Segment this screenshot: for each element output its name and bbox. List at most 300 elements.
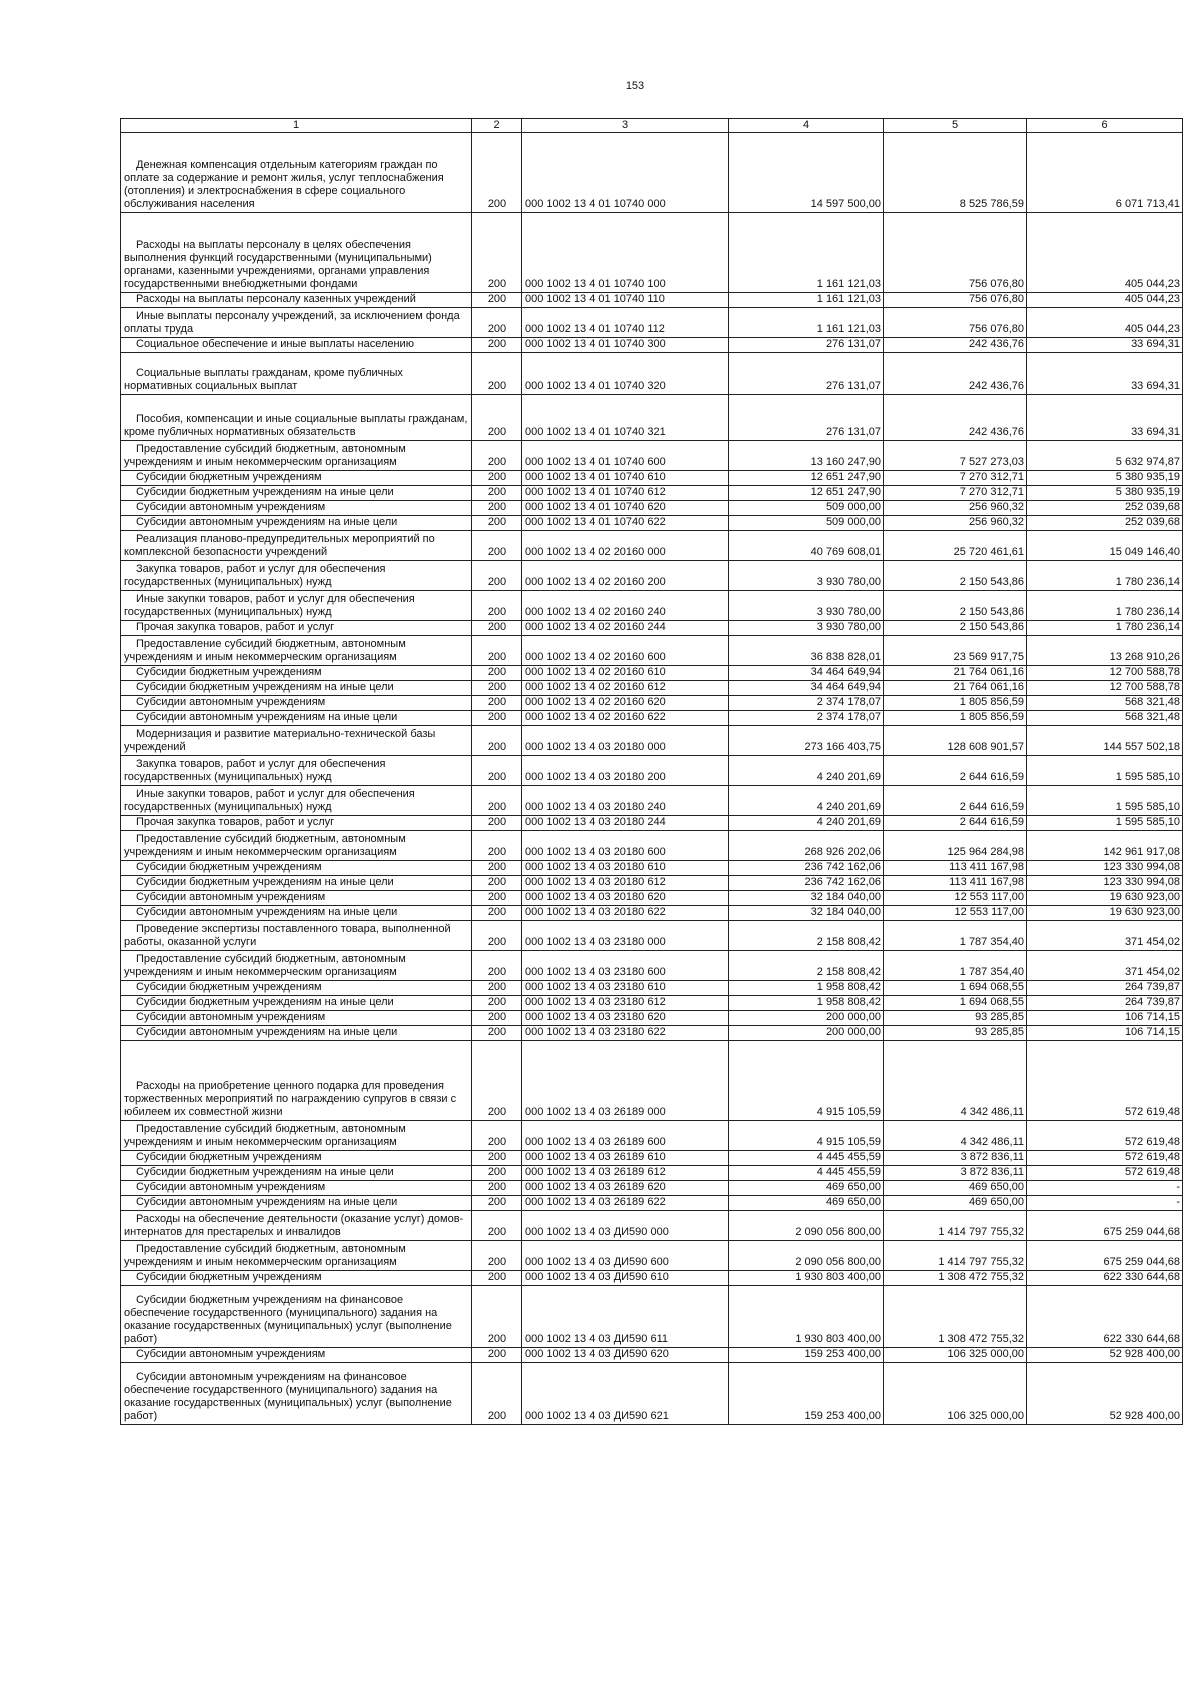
table-row <box>121 1166 1183 1181</box>
row-approved-amount-cell: 32 184 040,00 <box>729 906 884 921</box>
row-approved-amount-cell: 14 597 500,00 <box>729 133 884 213</box>
row-approved-amount-cell: 2 374 178,07 <box>729 696 884 711</box>
row-approved-amount-cell: 34 464 649,94 <box>729 681 884 696</box>
table-row <box>121 756 1183 786</box>
row-admin-code-cell: 200 <box>472 696 522 711</box>
table-row <box>121 1026 1183 1041</box>
row-executed-amount-cell: 106 325 000,00 <box>884 1348 1027 1363</box>
row-admin-code-cell: 200 <box>472 308 522 338</box>
row-classification-code-cell: 000 1002 13 4 02 20160 600 <box>522 636 729 666</box>
row-admin-code-cell: 200 <box>472 471 522 486</box>
table-row <box>121 636 1183 666</box>
row-unexecuted-amount-cell: 106 714,15 <box>1027 1026 1183 1041</box>
row-executed-amount-cell: 1 694 068,55 <box>884 981 1027 996</box>
row-classification-code-cell: 000 1002 13 4 01 10740 000 <box>522 133 729 213</box>
row-admin-code-cell: 200 <box>472 891 522 906</box>
row-unexecuted-amount-cell: 1 595 585,10 <box>1027 786 1183 816</box>
row-name-cell: Предоставление субсидий бюджетным, автономным учреждениям и иным некоммерческим организациям <box>121 636 472 666</box>
row-admin-code-cell: 200 <box>472 338 522 353</box>
row-name-cell: Субсидии автономным учреждениям <box>121 1348 472 1363</box>
row-unexecuted-amount-cell: 371 454,02 <box>1027 951 1183 981</box>
row-admin-code-cell: 200 <box>472 996 522 1011</box>
table-row <box>121 213 1183 293</box>
row-name-cell: Субсидии автономным учреждениям <box>121 1181 472 1196</box>
row-admin-code-cell: 200 <box>472 486 522 501</box>
row-classification-code-cell: 000 1002 13 4 03 20180 600 <box>522 831 729 861</box>
table-body <box>121 133 1183 1425</box>
row-approved-amount-cell: 200 000,00 <box>729 1026 884 1041</box>
row-admin-code-cell: 200 <box>472 1271 522 1286</box>
row-name-cell: Субсидии бюджетным учреждениям на финансовое обеспечение государственного (муниципального) задания на оказание государственных (муниципальных) услуг (выполнение работ) <box>121 1286 472 1348</box>
row-approved-amount-cell: 4 445 455,59 <box>729 1166 884 1181</box>
row-approved-amount-cell: 12 651 247,90 <box>729 471 884 486</box>
table-row <box>121 666 1183 681</box>
row-approved-amount-cell: 469 650,00 <box>729 1181 884 1196</box>
row-classification-code-cell: 000 1002 13 4 03 20180 200 <box>522 756 729 786</box>
row-unexecuted-amount-cell: 33 694,31 <box>1027 353 1183 395</box>
row-admin-code-cell: 200 <box>472 395 522 441</box>
table-row <box>121 561 1183 591</box>
row-unexecuted-amount-cell: 52 928 400,00 <box>1027 1348 1183 1363</box>
row-admin-code-cell: 200 <box>472 531 522 561</box>
row-name-cell: Расходы на выплаты персоналу казенных учреждений <box>121 293 472 308</box>
table-row <box>121 516 1183 531</box>
row-approved-amount-cell: 236 742 162,06 <box>729 876 884 891</box>
row-classification-code-cell: 000 1002 13 4 03 26189 620 <box>522 1181 729 1196</box>
row-executed-amount-cell: 756 076,80 <box>884 293 1027 308</box>
row-name-cell: Субсидии автономным учреждениям <box>121 501 472 516</box>
row-unexecuted-amount-cell: 675 259 044,68 <box>1027 1211 1183 1241</box>
row-unexecuted-amount-cell: 405 044,23 <box>1027 213 1183 293</box>
table-row <box>121 621 1183 636</box>
row-name-cell: Закупка товаров, работ и услуг для обеспечения государственных (муниципальных) нужд <box>121 561 472 591</box>
row-approved-amount-cell: 34 464 649,94 <box>729 666 884 681</box>
row-classification-code-cell: 000 1002 13 4 03 26189 612 <box>522 1166 729 1181</box>
table-row <box>121 1041 1183 1121</box>
column-header-classification-code: 3 <box>522 119 729 133</box>
row-admin-code-cell: 200 <box>472 921 522 951</box>
table-row <box>121 1348 1183 1363</box>
row-classification-code-cell: 000 1002 13 4 01 10740 610 <box>522 471 729 486</box>
row-unexecuted-amount-cell: 12 700 588,78 <box>1027 666 1183 681</box>
row-admin-code-cell: 200 <box>472 353 522 395</box>
row-executed-amount-cell: 1 787 354,40 <box>884 951 1027 981</box>
row-classification-code-cell: 000 1002 13 4 01 10740 320 <box>522 353 729 395</box>
table-row <box>121 293 1183 308</box>
row-unexecuted-amount-cell: 622 330 644,68 <box>1027 1286 1183 1348</box>
row-approved-amount-cell: 3 930 780,00 <box>729 591 884 621</box>
row-executed-amount-cell: 242 436,76 <box>884 338 1027 353</box>
row-name-cell: Расходы на приобретение ценного подарка для проведения торжественных мероприятий по награждению супругов в связи с юбилеем их совместной жизни <box>121 1041 472 1121</box>
row-admin-code-cell: 200 <box>472 876 522 891</box>
table-row <box>121 696 1183 711</box>
row-executed-amount-cell: 242 436,76 <box>884 395 1027 441</box>
row-unexecuted-amount-cell: 19 630 923,00 <box>1027 906 1183 921</box>
row-admin-code-cell: 200 <box>472 861 522 876</box>
row-approved-amount-cell: 276 131,07 <box>729 338 884 353</box>
row-unexecuted-amount-cell: - <box>1027 1181 1183 1196</box>
row-unexecuted-amount-cell: 52 928 400,00 <box>1027 1363 1183 1425</box>
row-classification-code-cell: 000 1002 13 4 03 23180 612 <box>522 996 729 1011</box>
table-row <box>121 1151 1183 1166</box>
row-classification-code-cell: 000 1002 13 4 02 20160 240 <box>522 591 729 621</box>
row-name-cell: Субсидии бюджетным учреждениям <box>121 1151 472 1166</box>
row-admin-code-cell: 200 <box>472 816 522 831</box>
row-name-cell: Пособия, компенсации и иные социальные выплаты гражданам, кроме публичных нормативных обязательств <box>121 395 472 441</box>
row-executed-amount-cell: 1 805 856,59 <box>884 696 1027 711</box>
row-approved-amount-cell: 12 651 247,90 <box>729 486 884 501</box>
row-name-cell: Субсидии автономным учреждениям <box>121 1011 472 1026</box>
row-admin-code-cell: 200 <box>472 1026 522 1041</box>
row-unexecuted-amount-cell: 19 630 923,00 <box>1027 891 1183 906</box>
row-classification-code-cell: 000 1002 13 4 03 23180 610 <box>522 981 729 996</box>
row-executed-amount-cell: 3 872 836,11 <box>884 1151 1027 1166</box>
row-approved-amount-cell: 1 930 803 400,00 <box>729 1271 884 1286</box>
row-name-cell: Субсидии бюджетным учреждениям на иные цели <box>121 1166 472 1181</box>
row-executed-amount-cell: 2 150 543,86 <box>884 591 1027 621</box>
row-approved-amount-cell: 236 742 162,06 <box>729 861 884 876</box>
row-approved-amount-cell: 1 161 121,03 <box>729 213 884 293</box>
row-name-cell: Субсидии бюджетным учреждениям на иные цели <box>121 996 472 1011</box>
table-row <box>121 786 1183 816</box>
row-name-cell: Субсидии бюджетным учреждениям <box>121 861 472 876</box>
row-admin-code-cell: 200 <box>472 1363 522 1425</box>
row-approved-amount-cell: 4 445 455,59 <box>729 1151 884 1166</box>
table-row <box>121 906 1183 921</box>
row-classification-code-cell: 000 1002 13 4 03 23180 000 <box>522 921 729 951</box>
row-executed-amount-cell: 8 525 786,59 <box>884 133 1027 213</box>
row-classification-code-cell: 000 1002 13 4 03 26189 600 <box>522 1121 729 1151</box>
row-executed-amount-cell: 1 308 472 755,32 <box>884 1286 1027 1348</box>
row-approved-amount-cell: 2 090 056 800,00 <box>729 1241 884 1271</box>
row-name-cell: Предоставление субсидий бюджетным, автономным учреждениям и иным некоммерческим организациям <box>121 441 472 471</box>
row-classification-code-cell: 000 1002 13 4 01 10740 100 <box>522 213 729 293</box>
row-approved-amount-cell: 509 000,00 <box>729 501 884 516</box>
row-classification-code-cell: 000 1002 13 4 03 20180 610 <box>522 861 729 876</box>
row-name-cell: Субсидии бюджетным учреждениям <box>121 666 472 681</box>
row-executed-amount-cell: 21 764 061,16 <box>884 681 1027 696</box>
row-approved-amount-cell: 1 958 808,42 <box>729 996 884 1011</box>
row-classification-code-cell: 000 1002 13 4 02 20160 610 <box>522 666 729 681</box>
table-row <box>121 1363 1183 1425</box>
table-row <box>121 1196 1183 1211</box>
table-row <box>121 133 1183 213</box>
column-header-approved: 4 <box>729 119 884 133</box>
row-name-cell: Иные закупки товаров, работ и услуг для обеспечения государственных (муниципальных) нужд <box>121 786 472 816</box>
row-executed-amount-cell: 23 569 917,75 <box>884 636 1027 666</box>
column-header-name: 1 <box>121 119 472 133</box>
row-executed-amount-cell: 106 325 000,00 <box>884 1363 1027 1425</box>
table-row <box>121 353 1183 395</box>
row-unexecuted-amount-cell: 568 321,48 <box>1027 711 1183 726</box>
row-unexecuted-amount-cell: 405 044,23 <box>1027 308 1183 338</box>
row-admin-code-cell: 200 <box>472 1166 522 1181</box>
table-row <box>121 951 1183 981</box>
row-approved-amount-cell: 268 926 202,06 <box>729 831 884 861</box>
row-executed-amount-cell: 469 650,00 <box>884 1181 1027 1196</box>
row-name-cell: Предоставление субсидий бюджетным, автономным учреждениям и иным некоммерческим организациям <box>121 1241 472 1271</box>
row-name-cell: Закупка товаров, работ и услуг для обеспечения государственных (муниципальных) нужд <box>121 756 472 786</box>
row-classification-code-cell: 000 1002 13 4 03 ДИ590 611 <box>522 1286 729 1348</box>
page-number: 153 <box>625 80 645 92</box>
row-unexecuted-amount-cell: 5 632 974,87 <box>1027 441 1183 471</box>
row-name-cell: Субсидии автономным учреждениям на иные цели <box>121 906 472 921</box>
row-approved-amount-cell: 3 930 780,00 <box>729 621 884 636</box>
row-name-cell: Социальные выплаты гражданам, кроме публичных нормативных социальных выплат <box>121 353 472 395</box>
row-approved-amount-cell: 159 253 400,00 <box>729 1363 884 1425</box>
row-name-cell: Субсидии автономным учреждениям <box>121 891 472 906</box>
table-row <box>121 531 1183 561</box>
row-admin-code-cell: 200 <box>472 213 522 293</box>
table-row <box>121 996 1183 1011</box>
row-executed-amount-cell: 2 644 616,59 <box>884 786 1027 816</box>
row-admin-code-cell: 200 <box>472 1041 522 1121</box>
row-name-cell: Субсидии бюджетным учреждениям <box>121 1271 472 1286</box>
row-executed-amount-cell: 12 553 117,00 <box>884 906 1027 921</box>
row-admin-code-cell: 200 <box>472 561 522 591</box>
row-executed-amount-cell: 7 270 312,71 <box>884 486 1027 501</box>
row-approved-amount-cell: 200 000,00 <box>729 1011 884 1026</box>
row-approved-amount-cell: 276 131,07 <box>729 353 884 395</box>
row-classification-code-cell: 000 1002 13 4 02 20160 620 <box>522 696 729 711</box>
row-unexecuted-amount-cell: 6 071 713,41 <box>1027 133 1183 213</box>
row-unexecuted-amount-cell: 264 739,87 <box>1027 996 1183 1011</box>
row-name-cell: Расходы на обеспечение деятельности (оказание услуг) домов-интернатов для престарелых и инвалидов <box>121 1211 472 1241</box>
row-executed-amount-cell: 2 644 616,59 <box>884 756 1027 786</box>
row-classification-code-cell: 000 1002 13 4 03 23180 622 <box>522 1026 729 1041</box>
row-name-cell: Субсидии бюджетным учреждениям <box>121 981 472 996</box>
row-executed-amount-cell: 756 076,80 <box>884 213 1027 293</box>
table-row <box>121 861 1183 876</box>
table-row <box>121 816 1183 831</box>
row-unexecuted-amount-cell: 12 700 588,78 <box>1027 681 1183 696</box>
row-classification-code-cell: 000 1002 13 4 01 10740 612 <box>522 486 729 501</box>
row-admin-code-cell: 200 <box>472 711 522 726</box>
row-approved-amount-cell: 4 915 105,59 <box>729 1121 884 1151</box>
row-name-cell: Предоставление субсидий бюджетным, автономным учреждениям и иным некоммерческим организациям <box>121 951 472 981</box>
row-unexecuted-amount-cell: 123 330 994,08 <box>1027 876 1183 891</box>
row-approved-amount-cell: 40 769 608,01 <box>729 531 884 561</box>
row-executed-amount-cell: 113 411 167,98 <box>884 876 1027 891</box>
row-unexecuted-amount-cell: 252 039,68 <box>1027 501 1183 516</box>
row-unexecuted-amount-cell: 1 780 236,14 <box>1027 561 1183 591</box>
row-executed-amount-cell: 113 411 167,98 <box>884 861 1027 876</box>
row-approved-amount-cell: 2 158 808,42 <box>729 951 884 981</box>
row-unexecuted-amount-cell: 572 619,48 <box>1027 1166 1183 1181</box>
row-name-cell: Социальное обеспечение и иные выплаты населению <box>121 338 472 353</box>
row-executed-amount-cell: 1 308 472 755,32 <box>884 1271 1027 1286</box>
row-executed-amount-cell: 7 270 312,71 <box>884 471 1027 486</box>
row-executed-amount-cell: 2 150 543,86 <box>884 561 1027 591</box>
row-admin-code-cell: 200 <box>472 1286 522 1348</box>
row-unexecuted-amount-cell: 1 780 236,14 <box>1027 591 1183 621</box>
row-name-cell: Прочая закупка товаров, работ и услуг <box>121 621 472 636</box>
row-admin-code-cell: 200 <box>472 666 522 681</box>
row-classification-code-cell: 000 1002 13 4 03 20180 240 <box>522 786 729 816</box>
row-name-cell: Субсидии автономным учреждениям на финансовое обеспечение государственного (муниципального) задания на оказание государственных (муниципальных) услуг (выполнение работ) <box>121 1363 472 1425</box>
row-admin-code-cell: 200 <box>472 133 522 213</box>
row-name-cell: Субсидии автономным учреждениям на иные цели <box>121 711 472 726</box>
row-unexecuted-amount-cell: 106 714,15 <box>1027 1011 1183 1026</box>
row-classification-code-cell: 000 1002 13 4 03 23180 600 <box>522 951 729 981</box>
row-admin-code-cell: 200 <box>472 1011 522 1026</box>
row-executed-amount-cell: 4 342 486,11 <box>884 1041 1027 1121</box>
row-executed-amount-cell: 93 285,85 <box>884 1011 1027 1026</box>
table-row <box>121 308 1183 338</box>
row-unexecuted-amount-cell: 1 595 585,10 <box>1027 756 1183 786</box>
table-row <box>121 471 1183 486</box>
row-executed-amount-cell: 1 694 068,55 <box>884 996 1027 1011</box>
row-name-cell: Субсидии бюджетным учреждениям на иные цели <box>121 486 472 501</box>
row-unexecuted-amount-cell: 622 330 644,68 <box>1027 1271 1183 1286</box>
row-executed-amount-cell: 3 872 836,11 <box>884 1166 1027 1181</box>
row-name-cell: Иные закупки товаров, работ и услуг для обеспечения государственных (муниципальных) нужд <box>121 591 472 621</box>
table-row <box>121 1011 1183 1026</box>
row-admin-code-cell: 200 <box>472 1241 522 1271</box>
row-classification-code-cell: 000 1002 13 4 03 ДИ590 621 <box>522 1363 729 1425</box>
row-approved-amount-cell: 4 240 201,69 <box>729 816 884 831</box>
row-classification-code-cell: 000 1002 13 4 02 20160 200 <box>522 561 729 591</box>
row-approved-amount-cell: 469 650,00 <box>729 1196 884 1211</box>
row-admin-code-cell: 200 <box>472 1196 522 1211</box>
row-unexecuted-amount-cell: 264 739,87 <box>1027 981 1183 996</box>
row-classification-code-cell: 000 1002 13 4 02 20160 612 <box>522 681 729 696</box>
row-classification-code-cell: 000 1002 13 4 01 10740 321 <box>522 395 729 441</box>
budget-table <box>120 118 1183 1425</box>
table-row <box>121 921 1183 951</box>
row-admin-code-cell: 200 <box>472 981 522 996</box>
row-unexecuted-amount-cell: 33 694,31 <box>1027 338 1183 353</box>
row-approved-amount-cell: 1 958 808,42 <box>729 981 884 996</box>
row-admin-code-cell: 200 <box>472 951 522 981</box>
row-classification-code-cell: 000 1002 13 4 03 ДИ590 610 <box>522 1271 729 1286</box>
row-executed-amount-cell: 4 342 486,11 <box>884 1121 1027 1151</box>
row-executed-amount-cell: 7 527 273,03 <box>884 441 1027 471</box>
row-classification-code-cell: 000 1002 13 4 02 20160 244 <box>522 621 729 636</box>
row-name-cell: Субсидии автономным учреждениям на иные цели <box>121 516 472 531</box>
row-classification-code-cell: 000 1002 13 4 01 10740 622 <box>522 516 729 531</box>
row-admin-code-cell: 200 <box>472 681 522 696</box>
row-admin-code-cell: 200 <box>472 1151 522 1166</box>
row-approved-amount-cell: 4 240 201,69 <box>729 756 884 786</box>
table-row <box>121 501 1183 516</box>
row-admin-code-cell: 200 <box>472 636 522 666</box>
row-unexecuted-amount-cell: 568 321,48 <box>1027 696 1183 711</box>
row-admin-code-cell: 200 <box>472 906 522 921</box>
row-executed-amount-cell: 256 960,32 <box>884 501 1027 516</box>
row-classification-code-cell: 000 1002 13 4 03 ДИ590 000 <box>522 1211 729 1241</box>
row-admin-code-cell: 200 <box>472 621 522 636</box>
row-name-cell: Субсидии бюджетным учреждениям на иные цели <box>121 681 472 696</box>
row-classification-code-cell: 000 1002 13 4 01 10740 620 <box>522 501 729 516</box>
row-admin-code-cell: 200 <box>472 831 522 861</box>
row-unexecuted-amount-cell: 572 619,48 <box>1027 1121 1183 1151</box>
row-executed-amount-cell: 2 150 543,86 <box>884 621 1027 636</box>
row-unexecuted-amount-cell: 252 039,68 <box>1027 516 1183 531</box>
table-row <box>121 681 1183 696</box>
table-row <box>121 891 1183 906</box>
row-unexecuted-amount-cell: 405 044,23 <box>1027 293 1183 308</box>
row-name-cell: Субсидии бюджетным учреждениям на иные цели <box>121 876 472 891</box>
row-approved-amount-cell: 276 131,07 <box>729 395 884 441</box>
row-classification-code-cell: 000 1002 13 4 02 20160 622 <box>522 711 729 726</box>
row-executed-amount-cell: 125 964 284,98 <box>884 831 1027 861</box>
row-admin-code-cell: 200 <box>472 501 522 516</box>
row-name-cell: Прочая закупка товаров, работ и услуг <box>121 816 472 831</box>
row-classification-code-cell: 000 1002 13 4 03 26189 000 <box>522 1041 729 1121</box>
row-unexecuted-amount-cell: 572 619,48 <box>1027 1151 1183 1166</box>
row-executed-amount-cell: 1 787 354,40 <box>884 921 1027 951</box>
row-executed-amount-cell: 469 650,00 <box>884 1196 1027 1211</box>
row-admin-code-cell: 200 <box>472 756 522 786</box>
row-approved-amount-cell: 1 930 803 400,00 <box>729 1286 884 1348</box>
row-approved-amount-cell: 2 158 808,42 <box>729 921 884 951</box>
row-executed-amount-cell: 128 608 901,57 <box>884 726 1027 756</box>
row-approved-amount-cell: 4 915 105,59 <box>729 1041 884 1121</box>
row-name-cell: Субсидии автономным учреждениям <box>121 696 472 711</box>
row-unexecuted-amount-cell: 675 259 044,68 <box>1027 1241 1183 1271</box>
row-name-cell: Расходы на выплаты персоналу в целях обеспечения выполнения функций государственными (муниципальными) органами, казенными учреждениями, органами управления государственными внебюджетными фондами <box>121 213 472 293</box>
row-name-cell: Предоставление субсидий бюджетным, автономным учреждениям и иным некоммерческим организациям <box>121 1121 472 1151</box>
table-row <box>121 981 1183 996</box>
row-admin-code-cell: 200 <box>472 516 522 531</box>
row-approved-amount-cell: 36 838 828,01 <box>729 636 884 666</box>
row-admin-code-cell: 200 <box>472 293 522 308</box>
row-name-cell: Денежная компенсация отдельным категориям граждан по оплате за содержание и ремонт жилья, услуг теплоснабжения (отопления) и электроснабжения в сфере социального обслуживания населения <box>121 133 472 213</box>
row-approved-amount-cell: 2 374 178,07 <box>729 711 884 726</box>
row-unexecuted-amount-cell: 5 380 935,19 <box>1027 471 1183 486</box>
row-classification-code-cell: 000 1002 13 4 03 26189 610 <box>522 1151 729 1166</box>
table-row <box>121 395 1183 441</box>
row-approved-amount-cell: 32 184 040,00 <box>729 891 884 906</box>
row-admin-code-cell: 200 <box>472 591 522 621</box>
row-unexecuted-amount-cell: 142 961 917,08 <box>1027 831 1183 861</box>
row-name-cell: Субсидии автономным учреждениям на иные цели <box>121 1026 472 1041</box>
table-row <box>121 711 1183 726</box>
row-unexecuted-amount-cell: 572 619,48 <box>1027 1041 1183 1121</box>
row-approved-amount-cell: 1 161 121,03 <box>729 308 884 338</box>
row-classification-code-cell: 000 1002 13 4 03 26189 622 <box>522 1196 729 1211</box>
row-approved-amount-cell: 1 161 121,03 <box>729 293 884 308</box>
row-unexecuted-amount-cell: 123 330 994,08 <box>1027 861 1183 876</box>
row-unexecuted-amount-cell: 5 380 935,19 <box>1027 486 1183 501</box>
column-header-admin-code: 2 <box>472 119 522 133</box>
row-executed-amount-cell: 1 414 797 755,32 <box>884 1241 1027 1271</box>
row-admin-code-cell: 200 <box>472 786 522 816</box>
row-unexecuted-amount-cell: 13 268 910,26 <box>1027 636 1183 666</box>
row-classification-code-cell: 000 1002 13 4 03 ДИ590 620 <box>522 1348 729 1363</box>
row-executed-amount-cell: 25 720 461,61 <box>884 531 1027 561</box>
table-row <box>121 1121 1183 1151</box>
row-admin-code-cell: 200 <box>472 1181 522 1196</box>
row-classification-code-cell: 000 1002 13 4 01 10740 600 <box>522 441 729 471</box>
table-row <box>121 1181 1183 1196</box>
row-classification-code-cell: 000 1002 13 4 01 10740 110 <box>522 293 729 308</box>
table-row <box>121 1241 1183 1271</box>
table-row <box>121 876 1183 891</box>
row-classification-code-cell: 000 1002 13 4 03 20180 244 <box>522 816 729 831</box>
row-admin-code-cell: 200 <box>472 441 522 471</box>
row-classification-code-cell: 000 1002 13 4 03 23180 620 <box>522 1011 729 1026</box>
row-name-cell: Субсидии автономным учреждениям на иные цели <box>121 1196 472 1211</box>
header-row <box>121 119 1183 133</box>
row-name-cell: Иные выплаты персоналу учреждений, за исключением фонда оплаты труда <box>121 308 472 338</box>
row-classification-code-cell: 000 1002 13 4 01 10740 112 <box>522 308 729 338</box>
table-row <box>121 441 1183 471</box>
row-classification-code-cell: 000 1002 13 4 03 20180 000 <box>522 726 729 756</box>
row-name-cell: Модернизация и развитие материально-технической базы учреждений <box>121 726 472 756</box>
column-header-executed: 5 <box>884 119 1027 133</box>
